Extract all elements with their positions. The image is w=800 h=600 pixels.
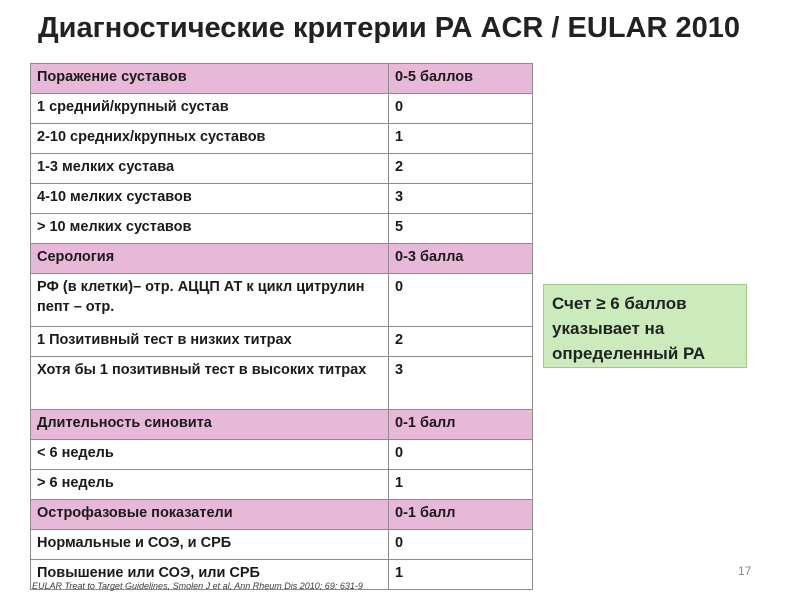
table-row xyxy=(31,244,533,274)
table-row xyxy=(31,357,533,410)
table-row xyxy=(31,154,533,184)
score-cell: 0 xyxy=(389,440,533,470)
score-cell: 0-5 баллов xyxy=(389,64,533,94)
criterion-cell: РФ (в клетки)– отр. АЦЦП АТ к цикл цитрулин пепт – отр. xyxy=(31,274,389,327)
table-row xyxy=(31,500,533,530)
criterion-cell: 2-10 средних/крупных суставов xyxy=(31,124,389,154)
table-row xyxy=(31,327,533,357)
score-cell: 1 xyxy=(389,470,533,500)
score-cell: 1 xyxy=(389,124,533,154)
score-cell: 0-3 балла xyxy=(389,244,533,274)
slide-title: Диагностические критерии РА ACR / EULAR 2010 xyxy=(38,12,741,44)
table-row xyxy=(31,410,533,440)
criterion-cell: Поражение суставов xyxy=(31,64,389,94)
criterion-cell: 4-10 мелких суставов xyxy=(31,184,389,214)
criterion-cell: > 10 мелких суставов xyxy=(31,214,389,244)
criterion-cell: 1 средний/крупный сустав xyxy=(31,94,389,124)
criterion-cell: < 6 недель xyxy=(31,440,389,470)
score-cell: 1 xyxy=(389,560,533,590)
table-row xyxy=(31,440,533,470)
table-row xyxy=(31,530,533,560)
criterion-cell: Длительность синовита xyxy=(31,410,389,440)
score-cell: 0-1 балл xyxy=(389,410,533,440)
criterion-cell: 1-3 мелких сустава xyxy=(31,154,389,184)
criterion-cell: 1 Позитивный тест в низких титрах xyxy=(31,327,389,357)
criteria-table-body xyxy=(31,64,533,590)
score-cell: 5 xyxy=(389,214,533,244)
table-row xyxy=(31,94,533,124)
score-cell: 3 xyxy=(389,357,533,410)
criterion-cell: Хотя бы 1 позитивный тест в высоких титрах xyxy=(31,357,389,410)
score-cell: 0 xyxy=(389,94,533,124)
citation-footer: EULAR Treat to Target Guidelines, Smolen J et al, Ann Rheum Dis 2010; 69: 631-9 xyxy=(32,581,363,591)
score-cell: 2 xyxy=(389,327,533,357)
criterion-cell: Серология xyxy=(31,244,389,274)
table-row xyxy=(31,184,533,214)
page-number: 17 xyxy=(738,564,752,578)
criterion-cell: > 6 недель xyxy=(31,470,389,500)
score-cell: 3 xyxy=(389,184,533,214)
score-cell: 0-1 балл xyxy=(389,500,533,530)
criterion-cell: Повышение или СОЭ, или СРБ xyxy=(31,560,389,590)
score-cell: 0 xyxy=(389,530,533,560)
score-cell: 0 xyxy=(389,274,533,327)
table-row xyxy=(31,214,533,244)
table-row xyxy=(31,124,533,154)
table-row xyxy=(31,274,533,327)
table-row xyxy=(31,470,533,500)
table-row xyxy=(31,64,533,94)
score-cell: 2 xyxy=(389,154,533,184)
criterion-cell: Нормальные и СОЭ, и СРБ xyxy=(31,530,389,560)
score-note-box: Счет ≥ 6 баллов указывает на определенный РА xyxy=(543,284,747,368)
criteria-table xyxy=(30,63,533,590)
criterion-cell: Острофазовые показатели xyxy=(31,500,389,530)
